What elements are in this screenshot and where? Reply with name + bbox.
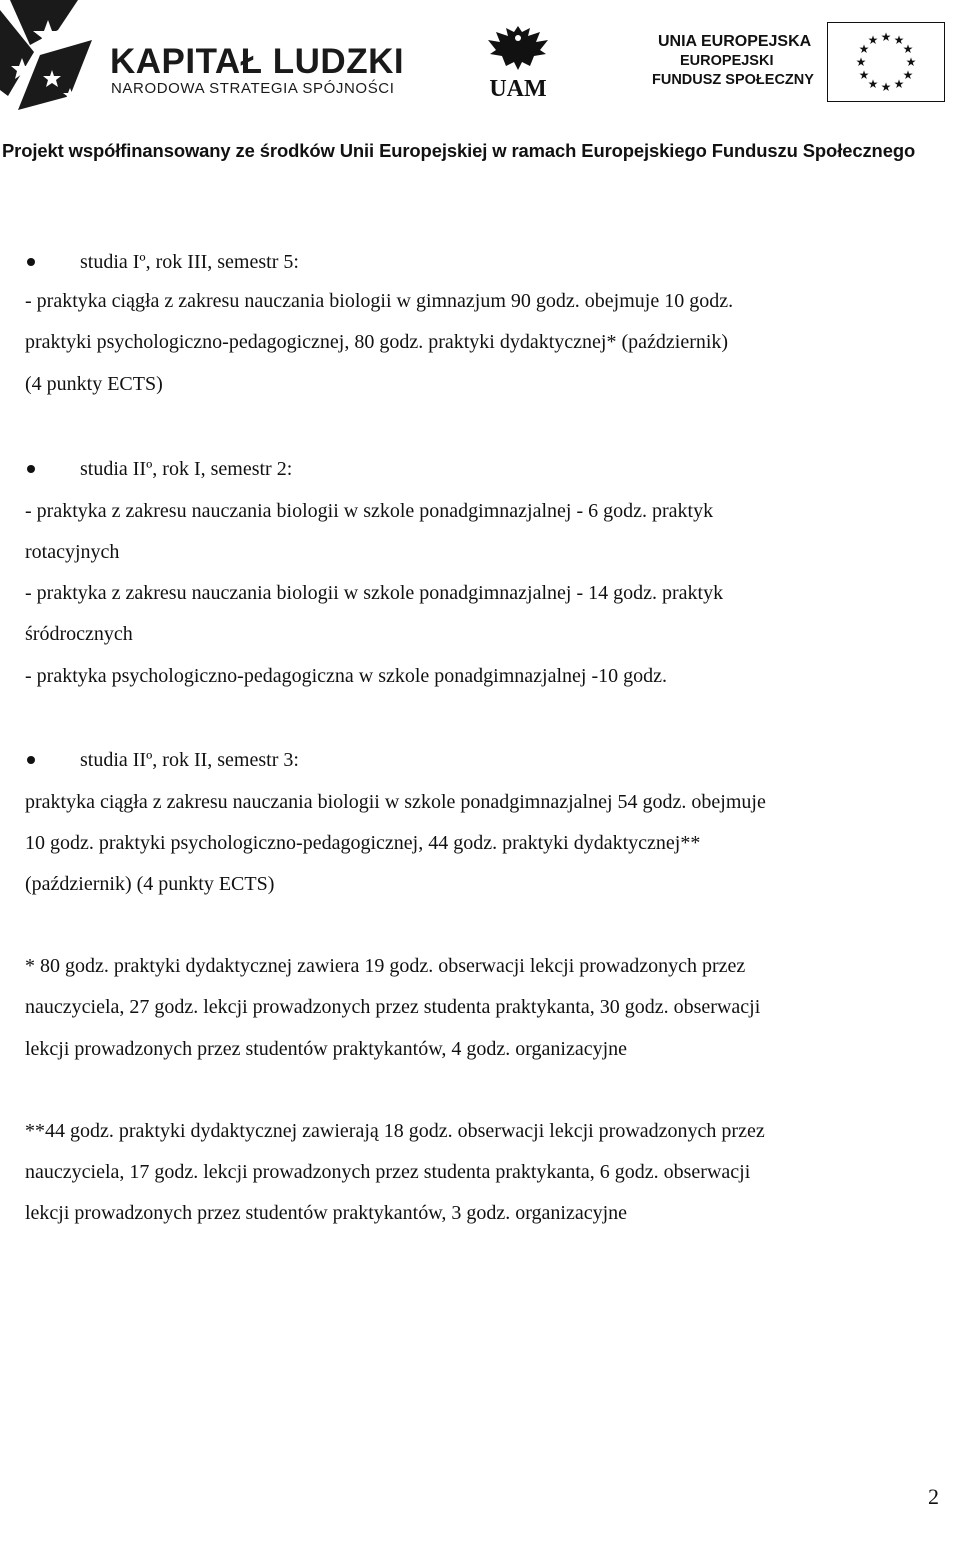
paragraph-line: - praktyka z zakresu nauczania biologii w szkole ponadgimnazjalnej - 6 godz. praktyk — [25, 500, 714, 522]
bullet-icon — [27, 465, 35, 473]
paragraph-line: (październik) (4 punkty ECTS) — [25, 873, 275, 895]
svg-text:★: ★ — [902, 68, 914, 82]
footnote-line: nauczyciela, 27 godz. lekcji prowadzonych przez studenta praktykanta, 30 godz. obserwacji — [25, 996, 761, 1018]
paragraph-line: praktyki psychologiczno-pedagogicznej, 80 godz. praktyki dydaktycznej* (październik) — [25, 331, 729, 353]
eu-flag-icon — [827, 22, 945, 102]
kl-title: KAPITAŁ LUDZKI — [110, 42, 405, 81]
kapital-ludzki-logo — [0, 0, 100, 118]
svg-text:★: ★ — [905, 55, 917, 69]
svg-text:★: ★ — [880, 30, 892, 44]
footnote-line: nauczyciela, 17 godz. lekcji prowadzonych przez studenta praktykanta, 6 godz. obserwacji — [25, 1161, 751, 1183]
svg-text:★: ★ — [867, 33, 879, 47]
footnote-line: **44 godz. praktyki dydaktycznej zawierają 18 godz. obserwacji lekcji prowadzonych przez — [25, 1120, 765, 1142]
svg-text:★: ★ — [855, 55, 867, 69]
paragraph-line: 10 godz. praktyki psychologiczno-pedagogicznej, 44 godz. praktyki dydaktycznej** — [25, 832, 701, 854]
paragraph-line: (4 punkty ECTS) — [25, 373, 163, 395]
section-heading: studia IIº, rok I, semestr 2: — [80, 458, 293, 480]
svg-text:★: ★ — [867, 77, 879, 91]
paragraph-line: - praktyka psychologiczno-pedagogiczna w szkole ponadgimnazjalnej -10 godz. — [25, 665, 668, 687]
section-heading: studia Iº, rok III, semestr 5: — [80, 251, 299, 273]
paragraph-line: - praktyka z zakresu nauczania biologii w szkole ponadgimnazjalnej - 14 godz. praktyk — [25, 582, 724, 604]
svg-text:★: ★ — [893, 33, 905, 47]
eu-fund-line2: FUNDUSZ SPOŁECZNY — [652, 72, 814, 88]
svg-text:★: ★ — [893, 77, 905, 91]
eu-title: UNIA EUROPEJSKA — [658, 33, 812, 50]
paragraph-line: rotacyjnych — [25, 541, 120, 563]
eu-fund-line1: EUROPEJSKI — [680, 53, 774, 69]
footnote-line: lekcji prowadzonych przez studentów praktykantów, 4 godz. organizacyjne — [25, 1038, 628, 1060]
uam-logo — [484, 22, 552, 100]
bullet-icon — [27, 258, 35, 266]
svg-text:★: ★ — [858, 68, 870, 82]
svg-text:★: ★ — [858, 42, 870, 56]
project-cofinancing-line: Projekt współfinansowany ze środków Unii Europejskiej w ramach Europejskiego Funduszu Społecznego — [2, 140, 916, 161]
footnote-line: lekcji prowadzonych przez studentów praktykantów, 3 godz. organizacyjne — [25, 1202, 628, 1224]
section-heading: studia IIº, rok II, semestr 3: — [80, 749, 299, 771]
svg-text:★: ★ — [880, 80, 892, 94]
footnote-line: * 80 godz. praktyki dydaktycznej zawiera 19 godz. obserwacji lekcji prowadzonych przez — [25, 955, 746, 977]
page-number: 2 — [928, 1484, 939, 1509]
kl-subtitle: NARODOWA STRATEGIA SPÓJNOŚCI — [111, 80, 395, 97]
paragraph-line: praktyka ciągła z zakresu nauczania biologii w szkole ponadgimnazjalnej 54 godz. obejmuje — [25, 791, 766, 813]
bullet-icon — [27, 756, 35, 764]
paragraph-line: - praktyka ciągła z zakresu nauczania biologii w gimnazjum 90 godz. obejmuje 10 godz. — [25, 290, 734, 312]
svg-text:★: ★ — [902, 42, 914, 56]
svg-text:UAM: UAM — [489, 76, 547, 100]
paragraph-line: śródrocznych — [25, 623, 133, 645]
